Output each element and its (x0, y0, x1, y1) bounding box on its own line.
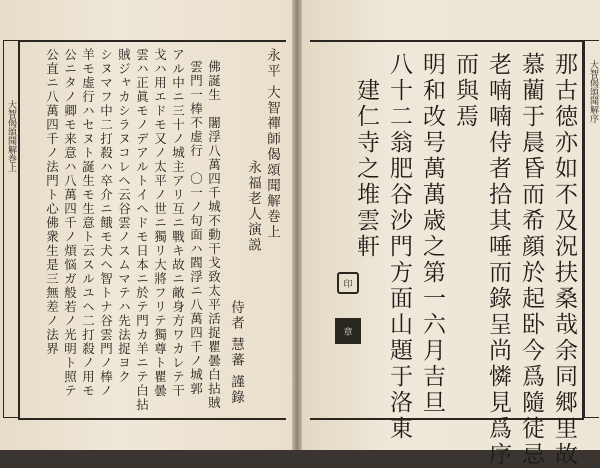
book-gutter (292, 0, 302, 450)
left-text-column-4: 戈ハ用エドモ又ノ太平ノ世ニ獨リ大將フリテ獨尊ト瞿曇 (152, 48, 168, 398)
left-text-column-6: 賊ジャカシラヌコレヘ云谷雲ノスムマテハ先法捉ヨク (116, 48, 132, 384)
right-text-column-3: 老喃喃侍者拾其唾而錄呈尚憐見爲序 (485, 52, 511, 468)
left-text-column-5: 雲ハ正眞モノデアルトイヘドモ日本ニ於テ門カ羊ニテ白拈 (134, 48, 150, 412)
right-text-column-4: 而與焉 (452, 52, 478, 130)
right-text-column-1: 那古徳亦如不及況扶桑哉余同郷里故 (551, 52, 577, 468)
seal-stamp-outline: 印 (337, 272, 359, 294)
left-text-column-9: 公ニタノ卿モ来意ハ八萬四千ノ煩悩ガ般若ノ光明ト照テ (62, 48, 78, 398)
left-text-column-3: アル中ニ三十ノ城主アリ互ニ戰キ故ニ敵身方ワカレテ干 (170, 48, 186, 398)
left-text-column-7: シヌマフ中二打殺ハ卒介ニ餓モ犬ヘ智トナ谷雲門ノ棒ノ (98, 48, 114, 398)
right-text-column-6: 八十二翁肥谷沙門方面山題于洛東 (386, 52, 412, 442)
left-text-column-8: 羊モ虚行ハセヌト誕生モ生意ト云スルユヘ二打殺ノ用モ (80, 48, 96, 398)
left-margin-column (3, 40, 18, 418)
left-margin-title: 大智偈頌聞解巻上 (6, 100, 16, 172)
left-heading-recorder: 侍者 慧蕃 謹錄 (228, 300, 244, 406)
left-page (0, 0, 292, 450)
right-page (302, 0, 600, 468)
seal-stamp-solid: 章 (335, 318, 361, 344)
left-heading-author: 永福老人演説 (245, 160, 261, 253)
right-text-column-2: 慕藺于晨昏而希顔於起卧今爲隨徒忌 (518, 52, 544, 468)
left-heading-title: 永平 大智禪師偈頌聞解巻上 (264, 48, 280, 241)
left-text-column-1: 佛誕生 闍浮八萬四千城不動干戈致太平活捉瞿曇白拈賊 (206, 60, 222, 410)
right-margin-title: 大智偈頌聞解序 (588, 60, 598, 123)
right-text-column-7: 建仁寺之堆雲軒 (353, 78, 379, 260)
right-text-column-5: 明和改号萬萬歳之第一六月吉旦 (419, 52, 445, 416)
left-text-column-2: 雲門一棒不虚行 〇一ノ句面ハ閻浮ニ八萬四千ノ城郭 (188, 60, 204, 396)
left-text-column-10: 公直ニ八萬四千ノ法門ト心佛衆生是三無差ノ法界 (44, 48, 60, 356)
